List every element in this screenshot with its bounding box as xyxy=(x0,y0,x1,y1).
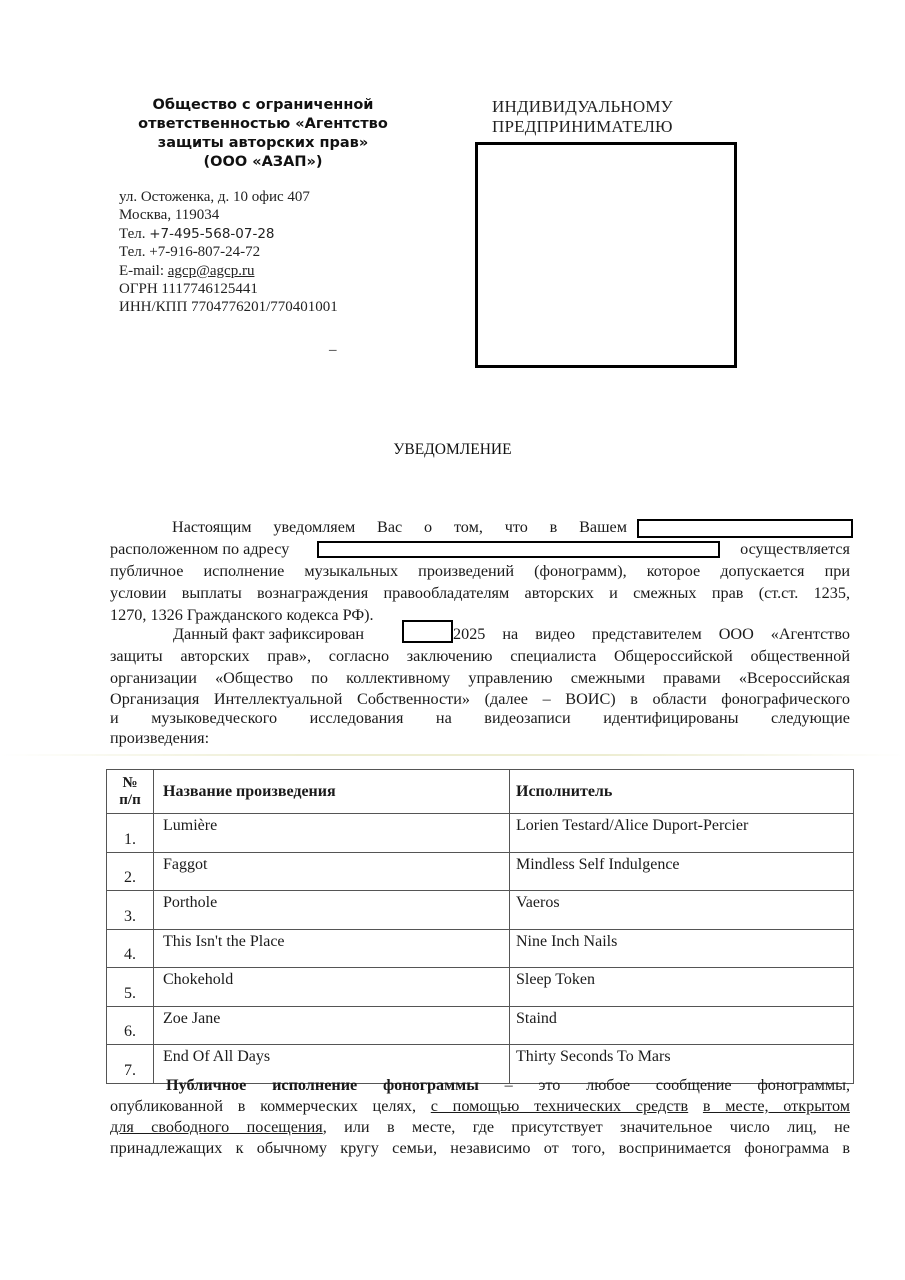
email-label: E-mail: xyxy=(119,262,168,279)
sender-city: Москва, 119034 xyxy=(119,207,220,224)
paragraph-line: произведения: xyxy=(110,729,210,747)
paragraph-line: Данный факт зафиксирован xyxy=(173,625,365,643)
paragraph-line: и музыковедческого исследования на видеозаписи идентифицированы следующие xyxy=(110,709,850,727)
sender-ogrn: ОГРН 1117746125441 xyxy=(119,281,258,298)
underlined-span: с помощью технических средств xyxy=(430,1097,689,1115)
paragraph-line: Организация Интеллектуальной Собственности» (далее – ВОИС) в области фонографического xyxy=(110,690,850,708)
underlined-span: для свободного посещения xyxy=(110,1118,323,1136)
row-number: 3. xyxy=(107,891,154,930)
column-header-title: Название произведения xyxy=(154,770,510,814)
work-performer: Sleep Token xyxy=(510,968,854,1007)
recipient-title xyxy=(492,97,673,137)
work-title: Porthole xyxy=(154,891,510,930)
row-number: 6. xyxy=(107,1006,154,1045)
text-span: , или в месте, где присутствует значительное число лиц, не xyxy=(322,1118,850,1136)
work-title: Lumière xyxy=(154,814,510,853)
org-name-line: защиты авторских прав» xyxy=(157,135,369,151)
phone-label: Тел. xyxy=(119,225,150,242)
dash-mark: – xyxy=(329,342,337,358)
org-short-name: (ООО «АЗАП») xyxy=(203,154,323,170)
paragraph-line xyxy=(110,1116,850,1138)
paragraph-line xyxy=(110,1095,850,1117)
work-title: Chokehold xyxy=(154,968,510,1007)
table-row xyxy=(107,968,854,1007)
paragraph-line xyxy=(166,1074,850,1096)
work-performer: Lorien Testard/Alice Duport-Percier xyxy=(510,814,854,853)
sender-phone-2: Тел. +7-916-807-24-72 xyxy=(119,244,261,261)
text-span: – это любое сообщение фонограммы, xyxy=(478,1076,850,1094)
table-row xyxy=(107,852,854,891)
table-row xyxy=(107,814,854,853)
paragraph-line: принадлежащих к обычному кругу семьи, независимо от того, воспринимается фонограмма в xyxy=(110,1139,850,1157)
email-link[interactable]: agcp@agcp.ru xyxy=(167,262,255,279)
row-number: 4. xyxy=(107,929,154,968)
works-table xyxy=(106,769,854,1084)
sender-organization xyxy=(108,96,418,172)
column-header-performer: Исполнитель xyxy=(510,770,854,814)
redacted-venue-type xyxy=(637,519,853,538)
paragraph-line: 1270, 1326 Гражданского кодекса РФ). xyxy=(110,606,374,624)
work-title: This Isn't the Place xyxy=(154,929,510,968)
paragraph-line: условии выплаты вознаграждения правообладателям авторских и смежных прав (ст.ст. 1235, xyxy=(110,584,850,602)
text-span: опубликованной в коммерческих целях, xyxy=(110,1097,431,1115)
work-performer: Vaeros xyxy=(510,891,854,930)
column-header-number: № п/п xyxy=(107,770,154,814)
paragraph-line: осуществляется xyxy=(740,540,850,558)
table-header-row xyxy=(107,770,854,814)
table-row xyxy=(107,1006,854,1045)
paragraph-line: 2025 на видео представителем ООО «Агентство xyxy=(453,625,850,643)
redacted-date xyxy=(402,620,453,643)
sender-inn-kpp: ИНН/КПП 7704776201/770401001 xyxy=(119,299,338,316)
work-title: Faggot xyxy=(154,852,510,891)
work-performer: Mindless Self Indulgence xyxy=(510,852,854,891)
work-performer: Staind xyxy=(510,1006,854,1045)
sender-contacts xyxy=(119,188,338,317)
underlined-span: в месте, открытом xyxy=(702,1097,850,1115)
document-heading: УВЕДОМЛЕНИЕ xyxy=(393,441,512,458)
recipient-line: ПРЕДПРИНИМАТЕЛЮ xyxy=(492,117,673,136)
work-performer: Nine Inch Nails xyxy=(510,929,854,968)
table-row xyxy=(107,891,854,930)
sender-email xyxy=(119,262,338,280)
paragraph-line: защиты авторских прав», согласно заключению специалиста Общероссийской общественной xyxy=(110,647,850,665)
work-title: End Of All Days xyxy=(154,1045,510,1084)
work-performer: Thirty Seconds To Mars xyxy=(510,1045,854,1084)
sender-phone-1 xyxy=(119,225,338,243)
paragraph-line: публичное исполнение музыкальных произведений (фонограмм), которое допускается при xyxy=(110,562,850,580)
row-number: 1. xyxy=(107,814,154,853)
table-row xyxy=(107,929,854,968)
row-number: 2. xyxy=(107,852,154,891)
text-span xyxy=(688,1097,703,1115)
defined-term: Публичное исполнение фонограммы xyxy=(166,1076,479,1094)
row-number: 5. xyxy=(107,968,154,1007)
paragraph-line: расположенном по адресу xyxy=(110,540,290,558)
phone-number: +7-495-568-07-28 xyxy=(149,225,275,242)
work-title: Zoe Jane xyxy=(154,1006,510,1045)
paragraph-line: организации «Общество по коллективному управлению смежными правами «Всероссийская xyxy=(110,669,850,687)
recipient-line: ИНДИВИДУАЛЬНОМУ xyxy=(492,97,673,116)
page-fold-line xyxy=(0,754,905,756)
redacted-address xyxy=(317,541,720,558)
paragraph-line: Настоящим уведомляем Вас о том, что в Вашем xyxy=(172,518,627,536)
org-name-line: Общество с ограниченной xyxy=(152,97,374,113)
row-number: 7. xyxy=(107,1045,154,1084)
sender-address: ул. Остоженка, д. 10 офис 407 xyxy=(119,189,310,205)
org-name-line: ответственностью «Агентство xyxy=(138,116,388,132)
redacted-recipient-box xyxy=(475,142,737,368)
